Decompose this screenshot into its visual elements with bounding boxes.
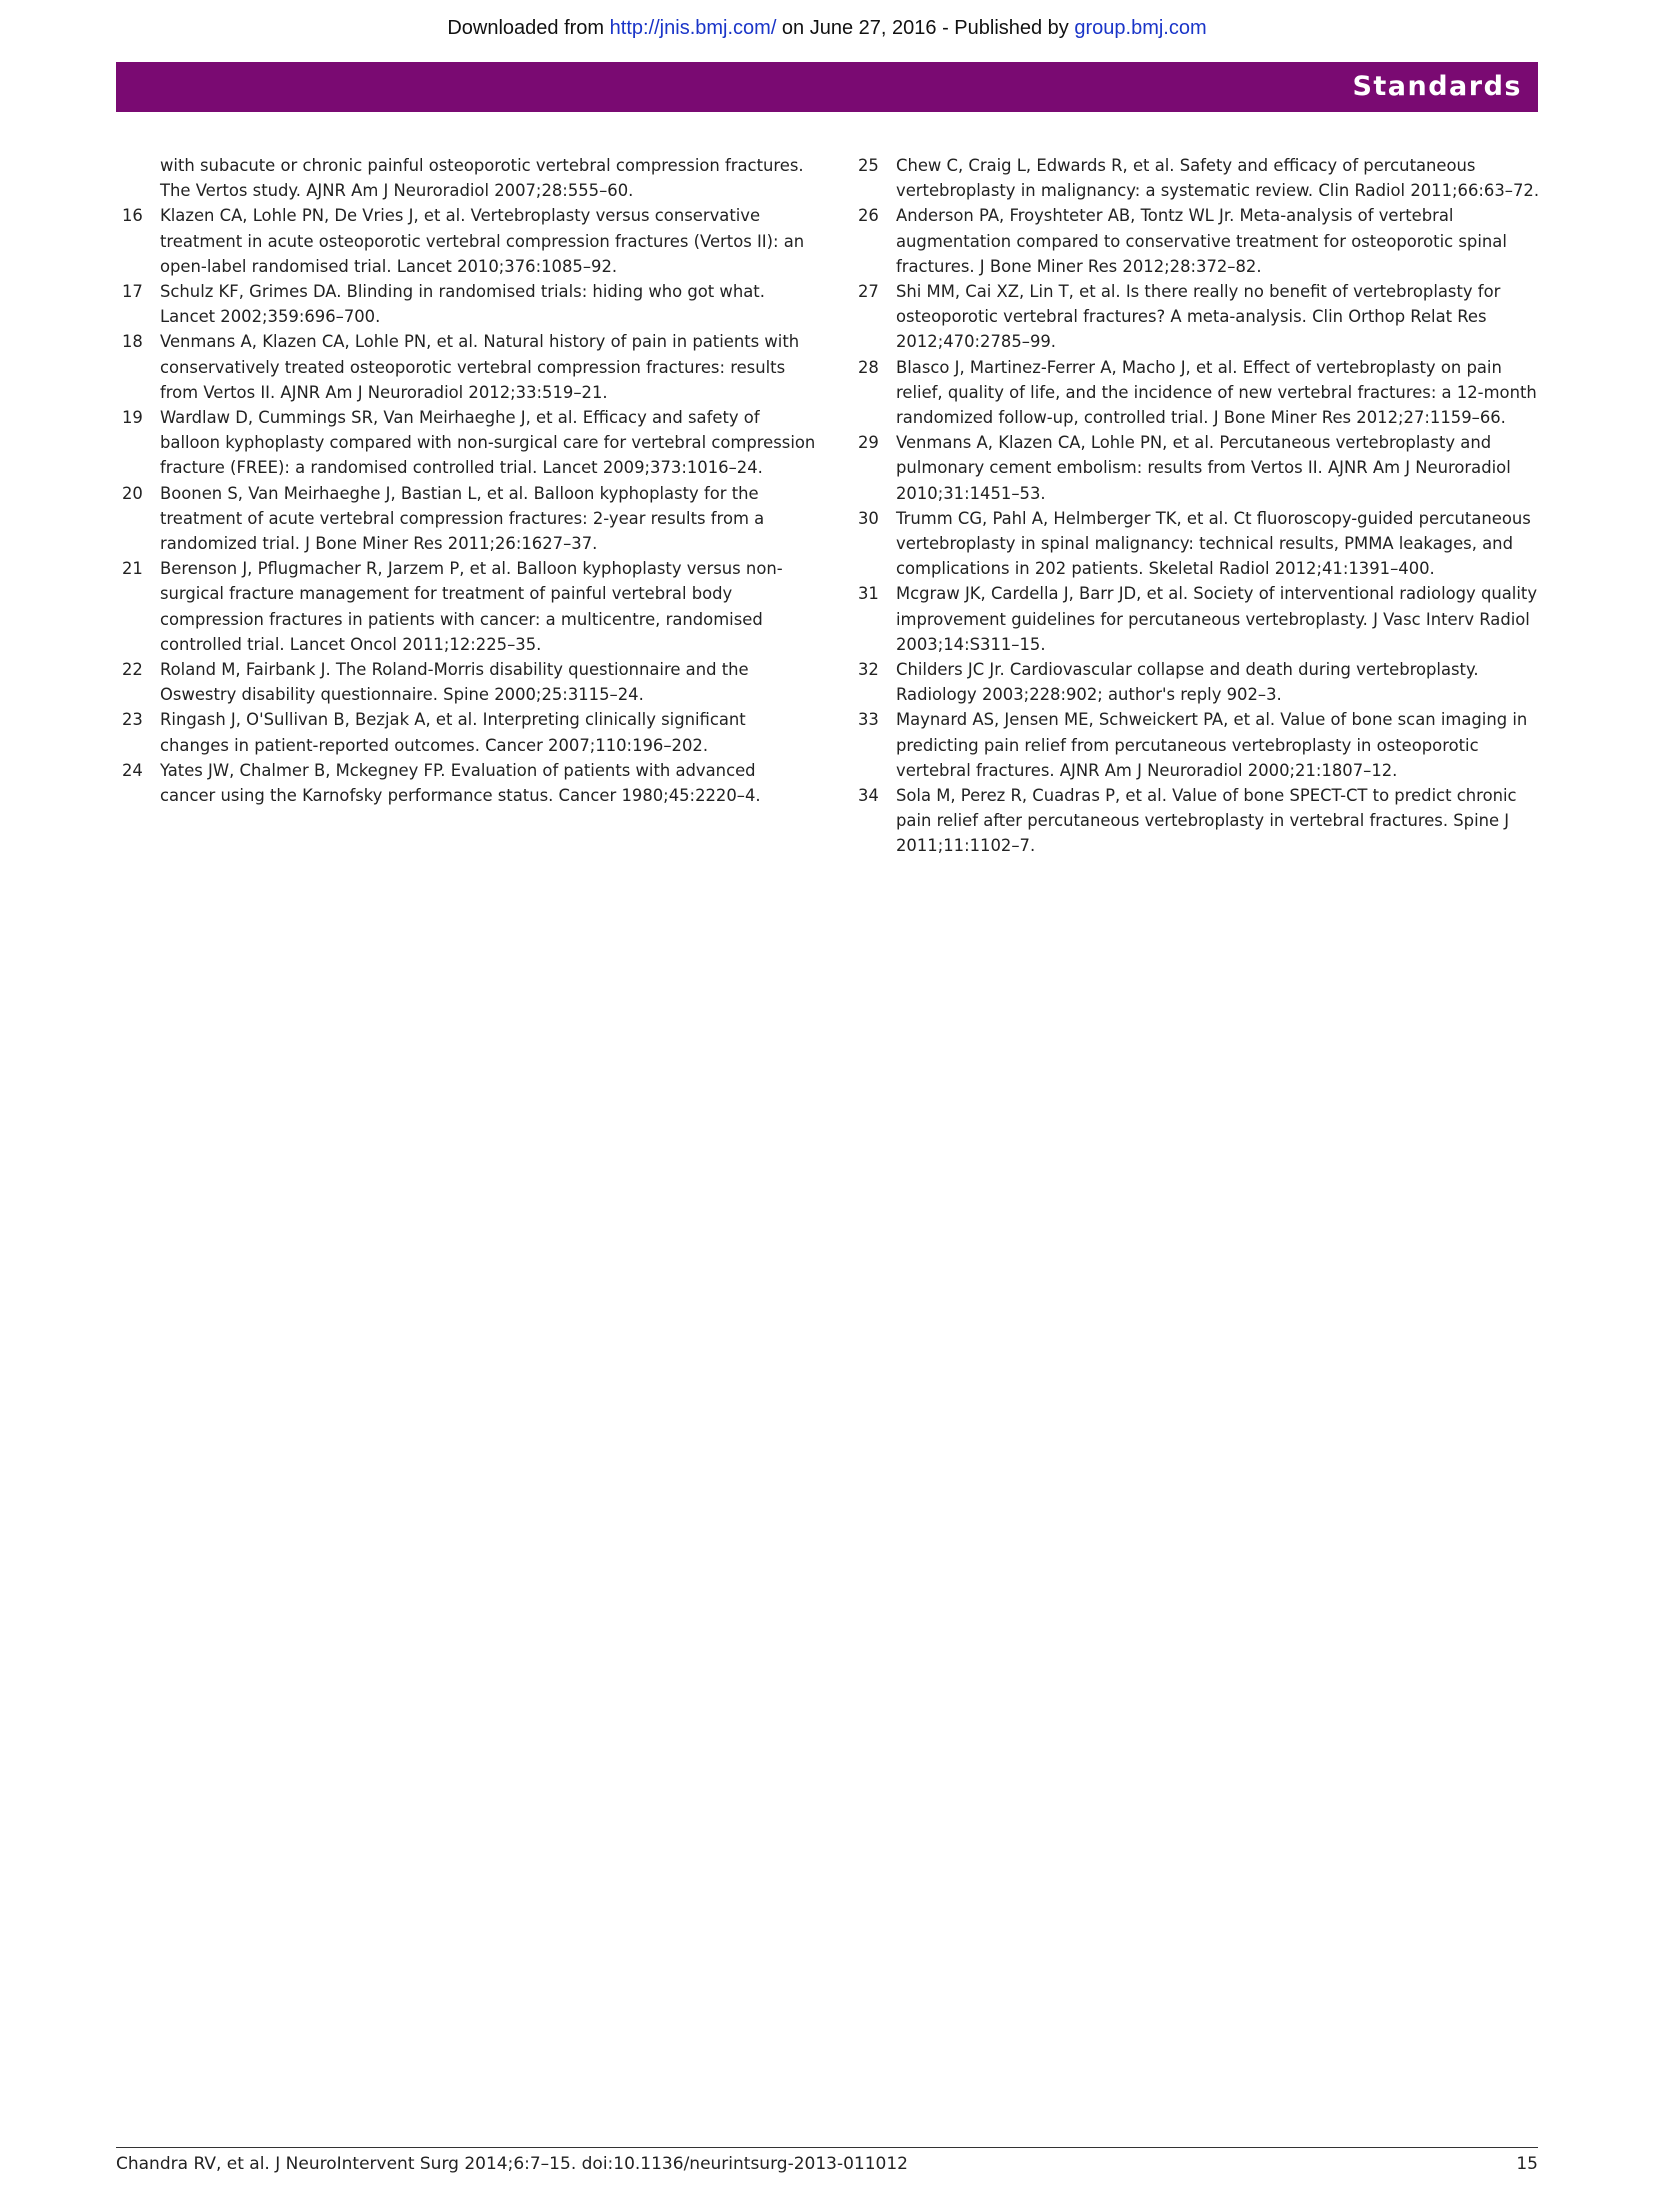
- download-middle: on June 27, 2016 - Published by: [776, 17, 1075, 39]
- reference-number: 16: [122, 206, 143, 226]
- download-notice: [0, 17, 1654, 40]
- reference-item: [116, 153, 816, 203]
- reference-text: Childers JC Jr. Cardiovascular collapse and death during vertebroplasty. Radiology 2003;228:902; author's reply 902–3.: [896, 660, 1479, 705]
- reference-text: Chew C, Craig L, Edwards R, et al. Safety and efficacy of percutaneous vertebroplasty in malignancy: a systematic review. Clin Radiol 2011;66:63–72.: [896, 156, 1540, 201]
- reference-text: Trumm CG, Pahl A, Helmberger TK, et al. Ct fluoroscopy-guided percutaneous vertebroplasty in spinal malignancy: technical results, PMMA leakages, and complications in 202 patients. Skeletal Radiol 2012;41:1391–400.: [896, 508, 1531, 579]
- reference-text: Klazen CA, Lohle PN, De Vries J, et al. Vertebroplasty versus conservative treatment in acute osteoporotic vertebral compression fractures (Vertos II): an open-label randomised trial. Lancet 2010;376:1085–92.: [160, 206, 805, 276]
- reference-text: Yates JW, Chalmer B, Mckegney FP. Evaluation of patients with advanced cancer using the Karnofsky performance status. Cancer 1980;45:2220–4.: [160, 760, 761, 806]
- reference-item: [852, 203, 1542, 279]
- reference-number: 28: [858, 357, 879, 377]
- reference-text: Roland M, Fairbank J. The Roland-Morris disability questionnaire and the Oswestry disability questionnaire. Spine 2000;25:3115–24.: [160, 660, 749, 705]
- reference-text: Shi MM, Cai XZ, Lin T, et al. Is there really no benefit of vertebroplasty for osteoporotic vertebral fractures? A meta-analysis. Clin Orthop Relat Res 2012;470:2785–99.: [896, 282, 1501, 352]
- reference-item: [852, 279, 1542, 355]
- reference-item: [852, 657, 1542, 707]
- reference-text: Venmans A, Klazen CA, Lohle PN, et al. Natural history of pain in patients with conservatively treated osteoporotic vertebral compression fractures: results from Vertos II. AJNR Am J Neuroradiol 2012;33:519–21.: [160, 332, 800, 402]
- reference-item: [852, 153, 1542, 203]
- reference-number: 27: [858, 282, 879, 302]
- reference-text: Schulz KF, Grimes DA. Blinding in randomised trials: hiding who got what. Lancet 2002;359:696–700.: [160, 282, 765, 327]
- reference-text: Ringash J, O'Sullivan B, Bezjak A, et al. Interpreting clinically significant changes in patient-reported outcomes. Cancer 2007;110:196–202.: [160, 710, 746, 755]
- footer-citation: Chandra RV, et al. J NeuroIntervent Surg 2014;6:7–15. doi:10.1136/neurintsurg-2013-011012: [116, 2154, 908, 2174]
- reference-text: Berenson J, Pflugmacher R, Jarzem P, et al. Balloon kyphoplasty versus non-surgical fracture management for treatment of painful vertebral body compression fractures in patients with cancer: a multicentre, randomised controlled trial. Lancet Oncol 2011;12:225–35.: [160, 559, 783, 654]
- reference-text: Venmans A, Klazen CA, Lohle PN, et al. Percutaneous vertebroplasty and pulmonary cement embolism: results from Vertos II. AJNR Am J Neuroradiol 2010;31:1451–53.: [896, 433, 1511, 503]
- reference-text: Blasco J, Martinez-Ferrer A, Macho J, et al. Effect of vertebroplasty on pain relief, quality of life, and the incidence of new vertebral fractures: a 12-month randomized follow-up, controlled trial. J Bone Miner Res 2012;27:1159–66.: [896, 357, 1537, 428]
- reference-number: 19: [122, 408, 143, 428]
- section-title: Standards: [1352, 71, 1522, 102]
- reference-item: [116, 707, 816, 757]
- reference-number: 32: [858, 660, 879, 680]
- reference-number: 29: [858, 433, 879, 453]
- download-prefix: Downloaded from: [447, 17, 610, 39]
- reference-number: 31: [858, 584, 879, 604]
- reference-text: Wardlaw D, Cummings SR, Van Meirhaeghe J, et al. Efficacy and safety of balloon kyphoplasty compared with non-surgical care for vertebral compression fracture (FREE): a randomised controlled trial. Lancet 2009;373:1016–24.: [160, 408, 816, 478]
- reference-number: 18: [122, 332, 143, 352]
- reference-item: [116, 556, 816, 657]
- reference-text: with subacute or chronic painful osteoporotic vertebral compression fractures. The Vertos study. AJNR Am J Neuroradiol 2007;28:555–60.: [160, 156, 804, 201]
- page-number: 15: [1516, 2154, 1538, 2174]
- reference-number: 26: [858, 206, 879, 226]
- reference-text: Maynard AS, Jensen ME, Schweickert PA, et al. Value of bone scan imaging in predicting pain relief from percutaneous vertebroplasty in osteoporotic vertebral fractures. AJNR Am J Neuroradiol 2000;21:1807–12.: [896, 710, 1528, 780]
- journal-site-link[interactable]: http://jnis.bmj.com/: [609, 17, 777, 39]
- reference-number: 20: [122, 483, 143, 503]
- reference-number: 22: [122, 660, 143, 680]
- reference-item: [116, 203, 816, 279]
- references-right-column: [852, 153, 1542, 859]
- reference-item: [852, 581, 1542, 657]
- reference-item: [116, 758, 816, 808]
- reference-number: 25: [858, 156, 879, 175]
- reference-item: [852, 506, 1542, 582]
- reference-item: [116, 481, 816, 557]
- reference-item: [852, 355, 1542, 431]
- reference-item: [852, 783, 1542, 859]
- reference-number: 34: [858, 786, 879, 806]
- reference-text: Mcgraw JK, Cardella J, Barr JD, et al. Society of interventional radiology quality improvement guidelines for percutaneous vertebroplasty. J Vasc Interv Radiol 2003;14:S311–15.: [896, 584, 1538, 654]
- reference-number: 21: [122, 559, 143, 579]
- reference-item: [116, 657, 816, 707]
- reference-number: 23: [122, 710, 143, 730]
- reference-number: 17: [122, 282, 143, 302]
- references-left-column: [116, 153, 816, 808]
- reference-item: [116, 405, 816, 481]
- reference-number: 30: [858, 508, 879, 528]
- publisher-link[interactable]: group.bmj.com: [1074, 17, 1207, 39]
- reference-text: Boonen S, Van Meirhaeghe J, Bastian L, et al. Balloon kyphoplasty for the treatment of acute vertebral compression fractures: 2-year results from a randomized trial. J Bone Miner Res 2011;26:1627–37.: [160, 483, 765, 554]
- reference-text: Anderson PA, Froyshteter AB, Tontz WL Jr. Meta-analysis of vertebral augmentation compared to conservative treatment for osteoporotic spinal fractures. J Bone Miner Res 2012;28:372–82.: [896, 206, 1507, 276]
- section-banner: [116, 62, 1538, 112]
- reference-number: 33: [858, 710, 879, 730]
- reference-text: Sola M, Perez R, Cuadras P, et al. Value of bone SPECT-CT to predict chronic pain relief after percutaneous vertebroplasty in vertebral fractures. Spine J 2011;11:1102–7.: [896, 786, 1517, 856]
- footer-divider: [116, 2147, 1538, 2148]
- reference-item: [116, 279, 816, 329]
- reference-item: [852, 430, 1542, 506]
- reference-number: 24: [122, 760, 143, 780]
- reference-item: [116, 329, 816, 405]
- reference-item: [852, 707, 1542, 783]
